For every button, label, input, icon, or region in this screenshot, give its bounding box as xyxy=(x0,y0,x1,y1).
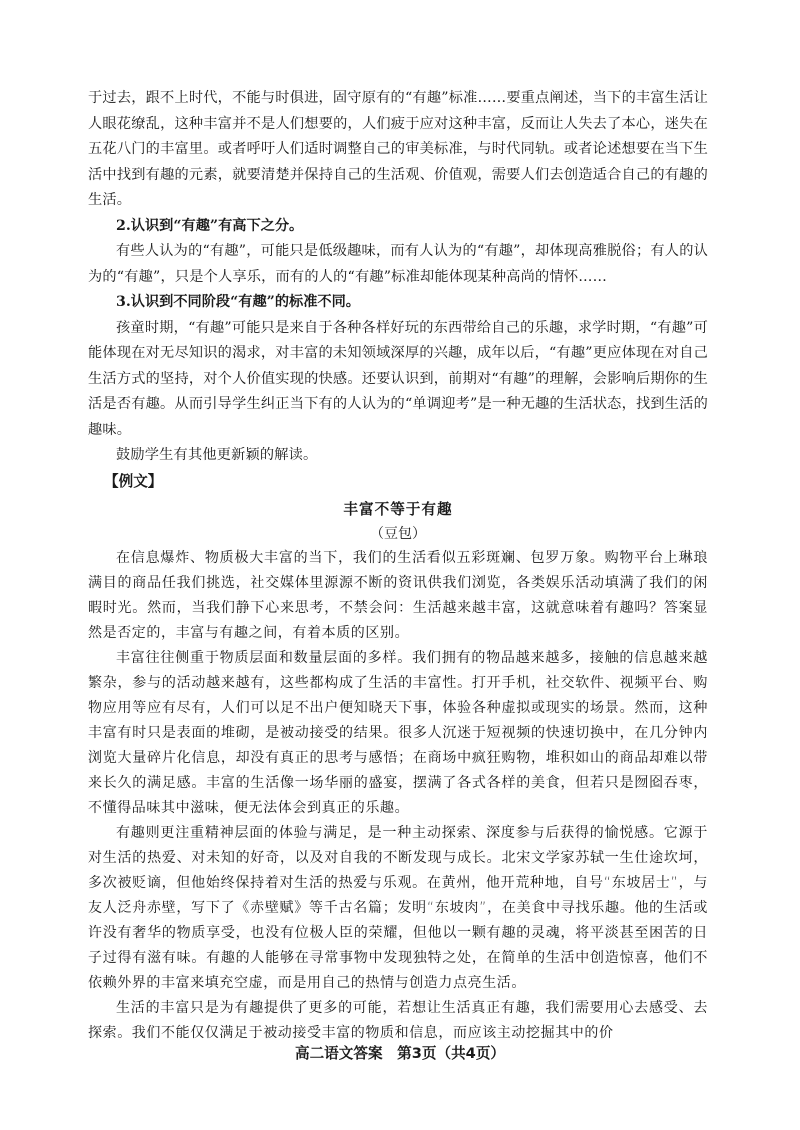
essay-paragraph-3: 有趣则更注重精神层面的体验与满足，是一种主动探索、深度参与后获得的愉悦感。它源于对生活的热爱、对未知的好奇，以及对自我的不断发现与成长。北宋文学家苏轼一生仕途坎坷，多次被贬谪，但他始终保持着对生活的热爱与乐观。在黄州，他开荒种地，自号“东坡居士”，与友人泛舟赤壁，写下了《赤壁赋》等千古名篇；发明“东坡肉”，在美食中寻找乐趣。他的生活或许没有奢华的物质享受，也没有位极人臣的荣耀，但他以一颗有趣的灵魂，将平淡甚至困苦的日子过得有滋有味。有趣的人能够在寻常事物中发现独特之处，在简单的生活中创造惊喜，他们不依赖外界的丰富来填充空虚，而是用自己的热情与创造力点亮生活。 xyxy=(88,825,708,991)
page-footer: 高二语文答案 第3页（共4页） xyxy=(294,1045,506,1062)
example-label: 【例文】 xyxy=(104,472,163,490)
point-2-heading: 2.认识到“有趣”有高下之分。 xyxy=(116,217,304,234)
point-3-body: 孩童时期，“有趣”可能只是来自于各种各样好玩的东西带给自己的乐趣，求学时期，“有趣”可能体现在对无尽知识的渴求，对丰富的未知领域深厚的兴趣，成年以后，“有趣”更应体现在对自己生活方式的坚持，对个人价值实现的快感。还要认识到，前期对“有趣”的理解，会影响后期你的生活是否有趣。从而引导学生纠正当下有的人认为的“单调迎考”是一种无趣的生活状态，找到生活的趣味。 xyxy=(88,319,708,438)
essay-author: （豆包） xyxy=(370,526,426,542)
intro-paragraph: 于过去，跟不上时代，不能与时俱进，固守原有的“有趣”标准……要重点阐述，当下的丰富生活让人眼花缭乱，这种丰富并不是人们想要的，人们疲于应对这种丰富，反而让人失去了本心，迷失在五花八门的丰富里。或者呼吁人们适时调整自己的审美标准，与时代同轨。或者论述想要在当下生活中找到有趣的元素，就要清楚并保持自己的生活观、价值观，需要人们去创造适合自己的有趣的生活。 xyxy=(88,90,708,208)
page-content xyxy=(88,86,708,1046)
essay-paragraph-1: 在信息爆炸、物质极大丰富的当下，我们的生活看似五彩斑斓、包罗万象。购物平台上琳琅满目的商品任我们挑选，社交媒体里源源不断的资讯供我们浏览，各类娱乐活动填满了我们的闲暇时光。然而，当我们静下心来思考，不禁会问：生活越来越丰富，这就意味着有趣吗？答案显然是否定的，丰富与有趣之间，有着本质的区别。 xyxy=(88,550,708,641)
essay-paragraph-2: 丰富往往侧重于物质层面和数量层面的多样。我们拥有的物品越来越多，接触的信息越来越繁杂，参与的活动越来越有，这些都构成了生活的丰富性。打开手机，社交软件、视频平台、购物应用等应有尽有，人们可以足不出户便知晓天下事，体验各种虚拟或现实的场景。然而，这种丰富有时只是表面的堆砌，是被动接受的结果。很多人沉迷于短视频的快速切换中，在几分钟内浏览大量碎片化信息，却没有真正的思考与感悟；在商场中疯狂购物，堆积如山的商品却难以带来长久的满足感。丰富的生活像一场华丽的盛宴，摆满了各式各样的美食，但若只是囫囵吞枣，不懂得品味其中滋味，便无法体会到真正的乐趣。 xyxy=(88,650,708,816)
encourage-paragraph: 鼓励学生有其他更新颖的解读。 xyxy=(116,447,318,463)
point-2-body: 有些人认为的“有趣”，可能只是低级趣味，而有人认为的“有趣”，却体现高雅脱俗；有人的认为的“有趣”，只是个人享乐，而有的人的“有趣”标准却能体现某种高尚的情怀…… xyxy=(88,243,708,285)
essay-paragraph-4: 生活的丰富只是为有趣提供了更多的可能，若想让生活真正有趣，我们需要用心去感受、去探索。我们不能仅仅满足于被动接受丰富的物质和信息，而应该主动挖掘其中的价 xyxy=(88,1000,708,1041)
point-3-heading: 3.认识到不同阶段“有趣”的标准不同。 xyxy=(116,294,360,310)
essay-title: 丰富不等于有趣 xyxy=(343,501,453,518)
